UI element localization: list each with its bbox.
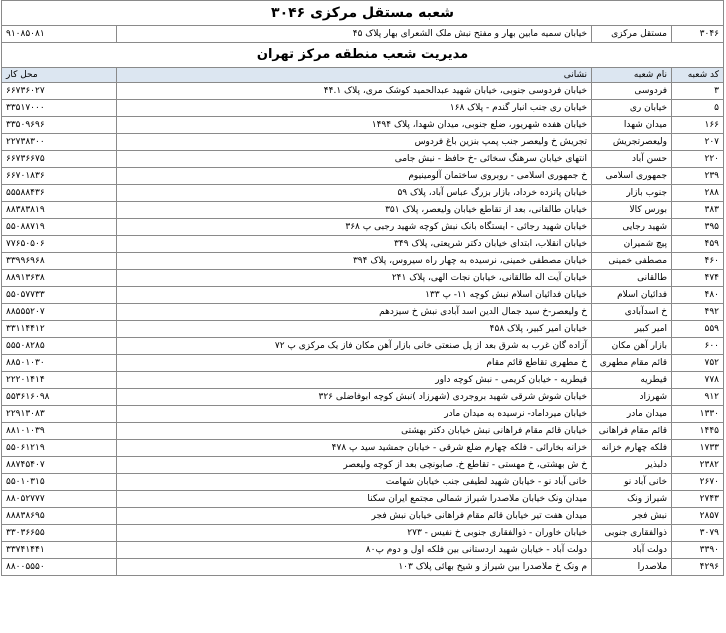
branch-address: خیابان پانزده خرداد، بازار بزرگ عباس آباد، پلاک ۵۹ <box>117 185 592 202</box>
table-row[interactable] <box>2 117 724 134</box>
branch-address: دولت آباد - خیابان شهید اردستانی بین فلکه اول و دوم پ۸۰ <box>117 542 592 559</box>
branch-name: بازار آهن مکان <box>592 338 672 355</box>
region-title-row <box>2 43 724 68</box>
branch-address: خیابان طالقانی، بعد از تقاطع خیابان ولیعصر، پلاک ۳۵۱ <box>117 202 592 219</box>
branch-address: خزانه بخارائی - فلکه چهارم ضلع شرقی - خیابان جمشید سید پ ۴۷۸ <box>117 440 592 457</box>
branch-name: فردوسی <box>592 83 672 100</box>
branch-name: میدان شهدا <box>592 117 672 134</box>
table-row[interactable] <box>2 304 724 321</box>
branch-address: خانی آباد نو - خیابان شهید لطیفی جنب خیابان شهامت <box>117 474 592 491</box>
branch-name: فلکه چهارم خزانه <box>592 440 672 457</box>
branch-address: خیابان فردوسی جنوبی، خیابان شهید عبدالحمید کوشک مری، پلاک ۴۴.۱ <box>117 83 592 100</box>
table-row[interactable] <box>2 287 724 304</box>
branch-code: ۴۶۰ <box>672 253 724 270</box>
branch-name: ذوالفقاری جنوبی <box>592 525 672 542</box>
central-branch-code: ۳۰۴۶ <box>672 26 724 43</box>
branch-name: بورس کالا <box>592 202 672 219</box>
branch-address: خیابان خاوران - ذوالفقاری جنوبی خ نفیس - ۲۷۳ <box>117 525 592 542</box>
branch-address: خیابان میرداماد- نرسیده به میدان مادر <box>117 406 592 423</box>
branch-phone: ۳۳۱۱۴۴۱۲ <box>2 321 117 338</box>
branch-name: فدائیان اسلام <box>592 287 672 304</box>
table-row[interactable] <box>2 355 724 372</box>
branch-address: خ جمهوری اسلامی - روبروی ساختمان آلومینیوم <box>117 168 592 185</box>
table-row[interactable] <box>2 168 724 185</box>
branch-address: خیابان ری جنب انبار گندم - پلاک ۱۶۸ <box>117 100 592 117</box>
branch-address: خیابان آیت اله طالقانی، خیابان نجات الهی، پلاک ۲۴۱ <box>117 270 592 287</box>
branch-phone: ۶۶۷۳۶۶۷۵ <box>2 151 117 168</box>
branch-code: ۹۱۲ <box>672 389 724 406</box>
branch-address: خیابان مصطفی خمینی، نرسیده به چهار راه سیروس، پلاک ۳۹۴ <box>117 253 592 270</box>
branch-name: قائم مقام مطهری <box>592 355 672 372</box>
branch-name: پیچ شمیران <box>592 236 672 253</box>
header-code: کد شعبه <box>672 68 724 83</box>
table-row[interactable] <box>2 508 724 525</box>
branch-code: ۲۶۷۰ <box>672 474 724 491</box>
central-branch-phone: ۹۱۰۸۵۰۸۱ <box>2 26 117 43</box>
table-row[interactable] <box>2 389 724 406</box>
branch-name: شهید رجایی <box>592 219 672 236</box>
branch-address: قیطریه - خیابان کریمی - نبش کوچه داور <box>117 372 592 389</box>
branch-phone: ۵۵۰۶۱۲۱۹ <box>2 440 117 457</box>
branch-address: خ ولیعصر-خ سید جمال الدین اسد آبادی نبش خ سیزدهم <box>117 304 592 321</box>
branch-name: نبش فجر <box>592 508 672 525</box>
central-branch-row[interactable] <box>2 26 724 43</box>
branch-phone: ۸۸۰۵۲۷۷۷ <box>2 491 117 508</box>
branch-code: ۴۲۹۶ <box>672 559 724 576</box>
branch-name: مصطفی خمینی <box>592 253 672 270</box>
header-phone: محل کار <box>2 68 117 83</box>
table-row[interactable] <box>2 134 724 151</box>
branch-phone: ۲۲۷۳۸۳۰۰ <box>2 134 117 151</box>
branch-phone: ۸۸۸۳۸۶۹۵ <box>2 508 117 525</box>
branch-code: ۳ <box>672 83 724 100</box>
branch-name: ولیعصرتجریش <box>592 134 672 151</box>
central-branch-title-row <box>2 1 724 26</box>
branch-code: ۲۲۰ <box>672 151 724 168</box>
branch-phone: ۸۸۵۵۵۲۰۷ <box>2 304 117 321</box>
table-row[interactable] <box>2 185 724 202</box>
branch-name: جمهوری اسلامی <box>592 168 672 185</box>
branch-address: خیابان هفده شهریور، ضلع جنوبی، میدان شهدا، پلاک ۱۴۹۴ <box>117 117 592 134</box>
branch-code: ۳۸۳ <box>672 202 724 219</box>
header-address: نشانی <box>117 68 592 83</box>
branch-code: ۲۳۹ <box>672 168 724 185</box>
branch-name: دلبذیر <box>592 457 672 474</box>
central-branch-title: شعبه مستقل مرکزی ۳۰۴۶ <box>2 1 724 26</box>
branch-phone: ۲۲۹۱۳۰۸۳ <box>2 406 117 423</box>
branch-name: طالقانی <box>592 270 672 287</box>
branch-name: قیطریه <box>592 372 672 389</box>
branch-address: آزاده گان غرب به شرق بعد از پل صنعتی خانی بازار آهن مکان فاز یک مرکزی پ ۷۲ <box>117 338 592 355</box>
table-row[interactable] <box>2 491 724 508</box>
branch-code: ۱۴۴۵ <box>672 423 724 440</box>
branch-code: ۵ <box>672 100 724 117</box>
branch-address: خ مطهری تقاطع قائم مقام <box>117 355 592 372</box>
branch-phone: ۸۸۷۴۵۴۰۷ <box>2 457 117 474</box>
branch-address: خیابان امیر کبیر، پلاک ۴۵۸ <box>117 321 592 338</box>
branch-code: ۱۳۳۰ <box>672 406 724 423</box>
branch-code: ۴۹۲ <box>672 304 724 321</box>
branch-name: شهرزاد <box>592 389 672 406</box>
branch-code: ۳۹۵ <box>672 219 724 236</box>
branch-phone: ۲۲۲۰۱۴۱۴ <box>2 372 117 389</box>
branch-code: ۲۰۷ <box>672 134 724 151</box>
branch-name: خیابان ری <box>592 100 672 117</box>
central-branch-address: خیابان سمیه مابین بهار و مفتح نبش ملک الشعرای بهار پلاک ۴۵ <box>117 26 592 43</box>
table-row[interactable] <box>2 372 724 389</box>
table-row[interactable] <box>2 457 724 474</box>
branch-name: قائم مقام فراهانی <box>592 423 672 440</box>
branch-code: ۳۰۷۹ <box>672 525 724 542</box>
branch-phone: ۶۶۷۰۱۸۳۶ <box>2 168 117 185</box>
branch-phone: ۳۳۵۰۹۶۹۶ <box>2 117 117 134</box>
branch-table <box>1 0 724 576</box>
branch-name: شیراز ونک <box>592 491 672 508</box>
branch-code: ۳۳۹۰ <box>672 542 724 559</box>
branch-name: امیر کبیر <box>592 321 672 338</box>
branch-name: ملاصدرا <box>592 559 672 576</box>
central-branch-name: مستقل مرکزی <box>592 26 672 43</box>
branch-address: خیابان فدائیان اسلام نبش کوچه ۱۱- پ ۱۳۳ <box>117 287 592 304</box>
branch-phone: ۵۵۰۸۸۷۱۹ <box>2 219 117 236</box>
branch-address: میدان ونک خیابان ملاصدرا شیراز شمالی مجتمع ایران سکنا <box>117 491 592 508</box>
branch-name: حسن آباد <box>592 151 672 168</box>
branch-phone: ۵۵۳۶۱۶۰۹۸ <box>2 389 117 406</box>
branch-code: ۴۵۹ <box>672 236 724 253</box>
branch-code: ۴۸۰ <box>672 287 724 304</box>
table-header-row <box>2 68 724 83</box>
table-row[interactable] <box>2 406 724 423</box>
branch-code: ۲۷۴۳ <box>672 491 724 508</box>
branch-code: ۲۳۸۲ <box>672 457 724 474</box>
branch-phone: ۳۳۹۹۶۹۶۸ <box>2 253 117 270</box>
table-row[interactable] <box>2 440 724 457</box>
branch-phone: ۶۶۷۳۶۰۲۷ <box>2 83 117 100</box>
branch-phone: ۵۵۰۱۰۳۱۵ <box>2 474 117 491</box>
table-row[interactable] <box>2 338 724 355</box>
branch-code: ۶۰۰ <box>672 338 724 355</box>
branch-sheet <box>1 0 723 576</box>
table-row[interactable] <box>2 321 724 338</box>
branch-address: تجریش خ ولیعصر جنب پمپ بنزین باغ فردوس <box>117 134 592 151</box>
branch-code: ۵۵۹ <box>672 321 724 338</box>
branch-address: میدان هفت تیر خیابان قائم مقام فراهانی خیابان نبش فجر <box>117 508 592 525</box>
table-row[interactable] <box>2 559 724 576</box>
table-row[interactable] <box>2 83 724 100</box>
branch-phone: ۵۵۵۰۸۲۸۵ <box>2 338 117 355</box>
branch-code: ۲۸۸ <box>672 185 724 202</box>
branch-address: خیابان قائم مقام فراهانی نبش خیابان دکتر بهشتی <box>117 423 592 440</box>
branch-phone: ۵۵۰۵۷۷۳۳ <box>2 287 117 304</box>
branch-address: خیابان شهید رجائی - ایستگاه بانک نبش کوچه شهید رجبی پ ۳۶۸ <box>117 219 592 236</box>
branch-phone: ۸۸۱۰۱۰۳۹ <box>2 423 117 440</box>
branch-address: خ ش بهشتی، خ مهستی - تقاطع خ. صابونچی بعد از کوچه ولیعصر <box>117 457 592 474</box>
table-row[interactable] <box>2 151 724 168</box>
branch-name: خانی آباد نو <box>592 474 672 491</box>
table-row[interactable] <box>2 474 724 491</box>
branch-phone: ۷۷۶۵۰۵۰۶ <box>2 236 117 253</box>
branch-code: ۲۸۵۷ <box>672 508 724 525</box>
branch-name: جنوب بازار <box>592 185 672 202</box>
branch-phone: ۸۸۵۰۱۰۳۰ <box>2 355 117 372</box>
table-row[interactable] <box>2 423 724 440</box>
branch-code: ۷۵۲ <box>672 355 724 372</box>
table-row[interactable] <box>2 236 724 253</box>
branch-code: ۱۷۳۳ <box>672 440 724 457</box>
table-row[interactable] <box>2 100 724 117</box>
branch-phone: ۳۳۵۱۷۰۰۰ <box>2 100 117 117</box>
header-name: نام شعبه <box>592 68 672 83</box>
table-row[interactable] <box>2 542 724 559</box>
branch-address: م ونک خ ملاصدرا بین شیراز و شیخ بهائی پلاک ۱۰۳ <box>117 559 592 576</box>
branch-name: میدان مادر <box>592 406 672 423</box>
branch-address: انتهای خیابان سرهنگ سخائی -خ حافظ - نبش جامی <box>117 151 592 168</box>
table-row[interactable] <box>2 525 724 542</box>
table-row[interactable] <box>2 202 724 219</box>
table-row[interactable] <box>2 219 724 236</box>
branch-code: ۱۶۶ <box>672 117 724 134</box>
branch-phone: ۸۸۰۰۵۵۵۰ <box>2 559 117 576</box>
branch-code: ۴۷۴ <box>672 270 724 287</box>
region-title: مدیریت شعب منطقه مرکز تهران <box>2 43 724 68</box>
branch-phone: ۳۳۷۴۱۴۴۱ <box>2 542 117 559</box>
branch-phone: ۵۵۵۸۸۴۳۶ <box>2 185 117 202</box>
branch-name: خ اسدآبادی <box>592 304 672 321</box>
table-row[interactable] <box>2 270 724 287</box>
branch-phone: ۳۳۰۳۶۶۵۵ <box>2 525 117 542</box>
table-row[interactable] <box>2 253 724 270</box>
branch-code: ۷۷۸ <box>672 372 724 389</box>
branch-name: دولت آباد <box>592 542 672 559</box>
branch-address: خیابان شوش شرقی شهید بروجردی (شهرزاد )نبش کوچه ابوفاضلی ۳۲۶ <box>117 389 592 406</box>
branch-phone: ۸۸۹۱۳۶۳۸ <box>2 270 117 287</box>
branch-address: خیابان انقلاب، ابتدای خیابان دکتر شریعتی، پلاک ۳۴۹ <box>117 236 592 253</box>
branch-phone: ۸۸۳۸۳۸۱۹ <box>2 202 117 219</box>
